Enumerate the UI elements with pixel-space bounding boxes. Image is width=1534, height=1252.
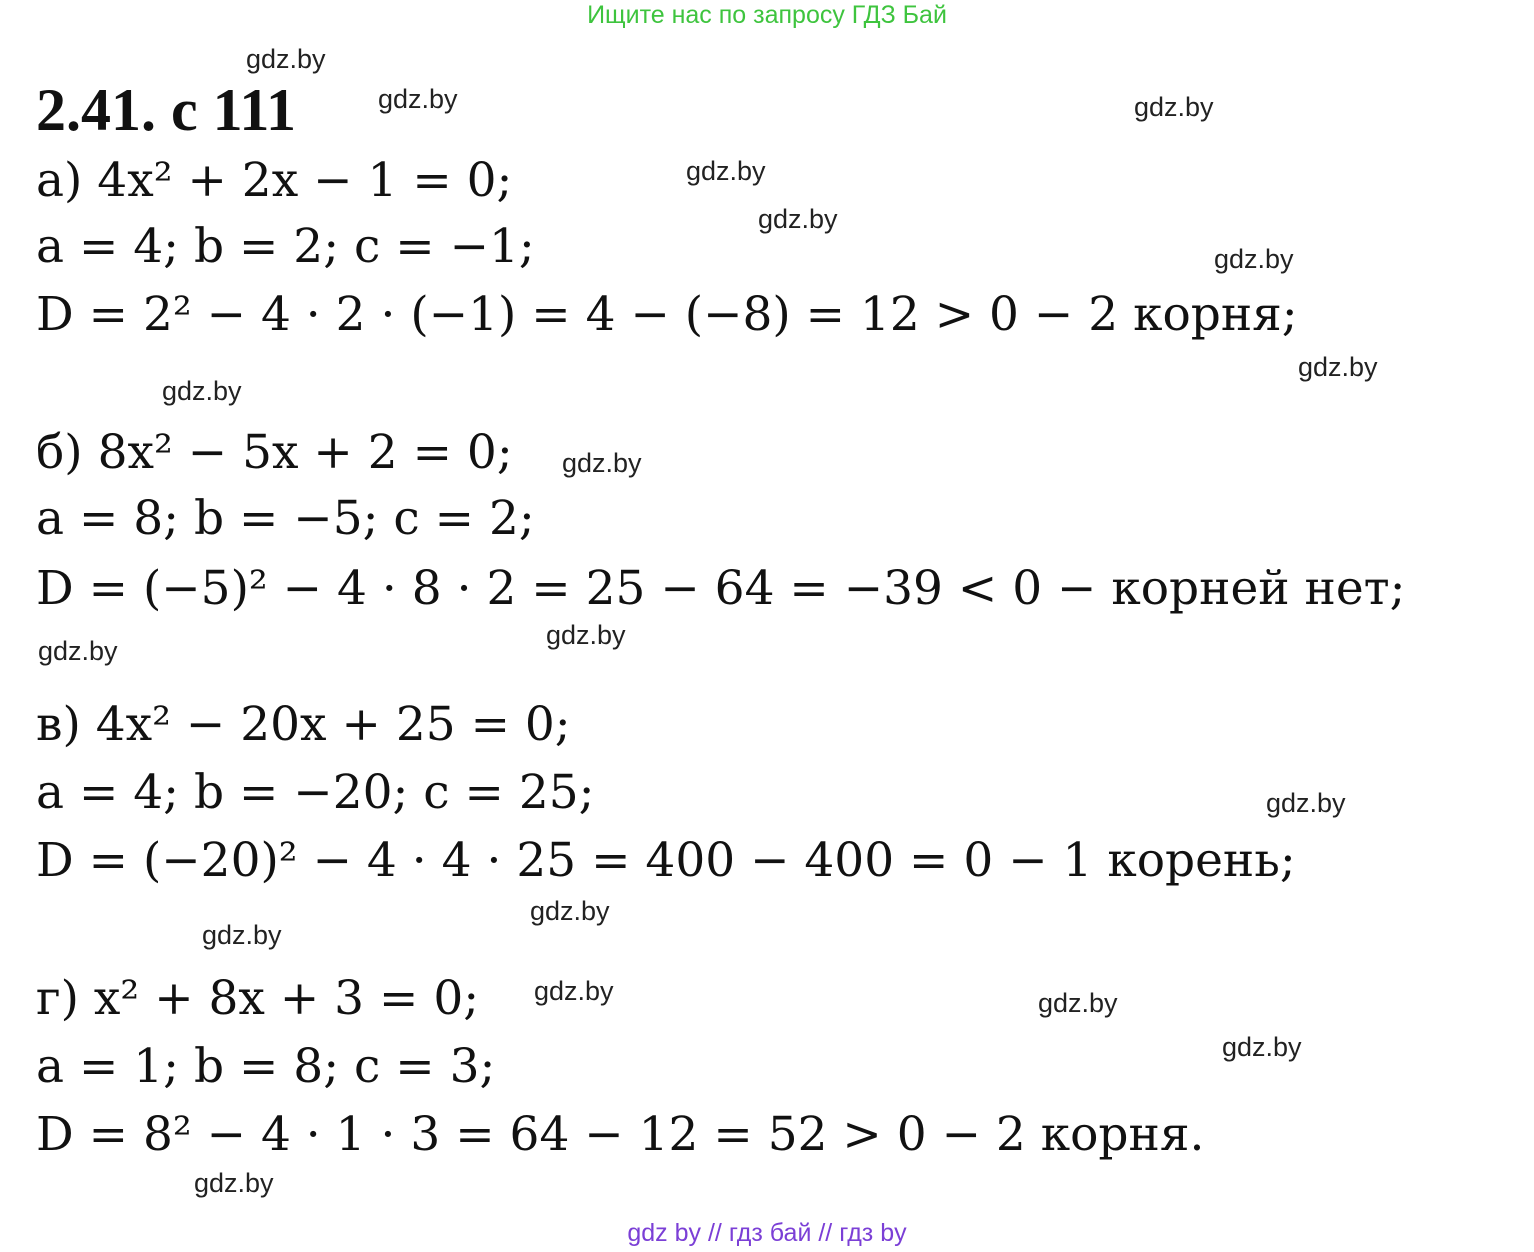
watermark: gdz.by [1298, 352, 1378, 382]
watermark: gdz.by [202, 920, 282, 950]
part-a-equation: а) 4x² + 2x − 1 = 0; [36, 153, 513, 208]
watermark: gdz.by [1222, 1032, 1302, 1062]
watermark: gdz.by [1038, 988, 1118, 1018]
watermark: gdz.by [758, 204, 838, 234]
watermark: gdz.by [562, 448, 642, 478]
watermark: gdz.by [162, 376, 242, 406]
watermark: gdz.by [1266, 788, 1346, 818]
watermark: gdz.by [534, 976, 614, 1006]
watermark: gdz.by [686, 156, 766, 186]
watermark: gdz.by [38, 636, 118, 666]
watermark: gdz.by [378, 84, 458, 114]
part-v-equation: в) 4x² − 20x + 25 = 0; [36, 697, 571, 752]
watermark: gdz.by [530, 896, 610, 926]
part-b-equation: б) 8x² − 5x + 2 = 0; [36, 425, 513, 480]
part-b-coefficients: a = 8; b = −5; c = 2; [36, 491, 535, 546]
part-g-discriminant: D = 8² − 4 · 1 · 3 = 64 − 12 = 52 > 0 − 2 корня. [36, 1107, 1205, 1162]
watermark: gdz.by [194, 1168, 274, 1198]
part-g-equation: г) x² + 8x + 3 = 0; [36, 971, 480, 1026]
part-b-discriminant: D = (−5)² − 4 · 8 · 2 = 25 − 64 = −39 < 0 − корней нет; [36, 561, 1406, 616]
part-v-discriminant: D = (−20)² − 4 · 4 · 25 = 400 − 400 = 0 − 1 корень; [36, 833, 1296, 888]
part-g-coefficients: a = 1; b = 8; c = 3; [36, 1039, 496, 1094]
watermark: gdz.by [1214, 244, 1294, 274]
watermark: gdz.by [246, 44, 326, 74]
watermark: gdz.by [1134, 92, 1214, 122]
part-a-discriminant: D = 2² − 4 · 2 · (−1) = 4 − (−8) = 12 > 0 − 2 корня; [36, 287, 1298, 342]
exercise-title: 2.41. с 111 [36, 77, 297, 143]
watermark: gdz.by [546, 620, 626, 650]
header-banner: Ищите нас по запросу ГДЗ Бай [587, 1, 947, 29]
footer-banner: gdz by // гдз бай // гдз by [627, 1219, 907, 1247]
part-a-coefficients: a = 4; b = 2; c = −1; [36, 219, 535, 274]
part-v-coefficients: a = 4; b = −20; c = 25; [36, 765, 595, 820]
